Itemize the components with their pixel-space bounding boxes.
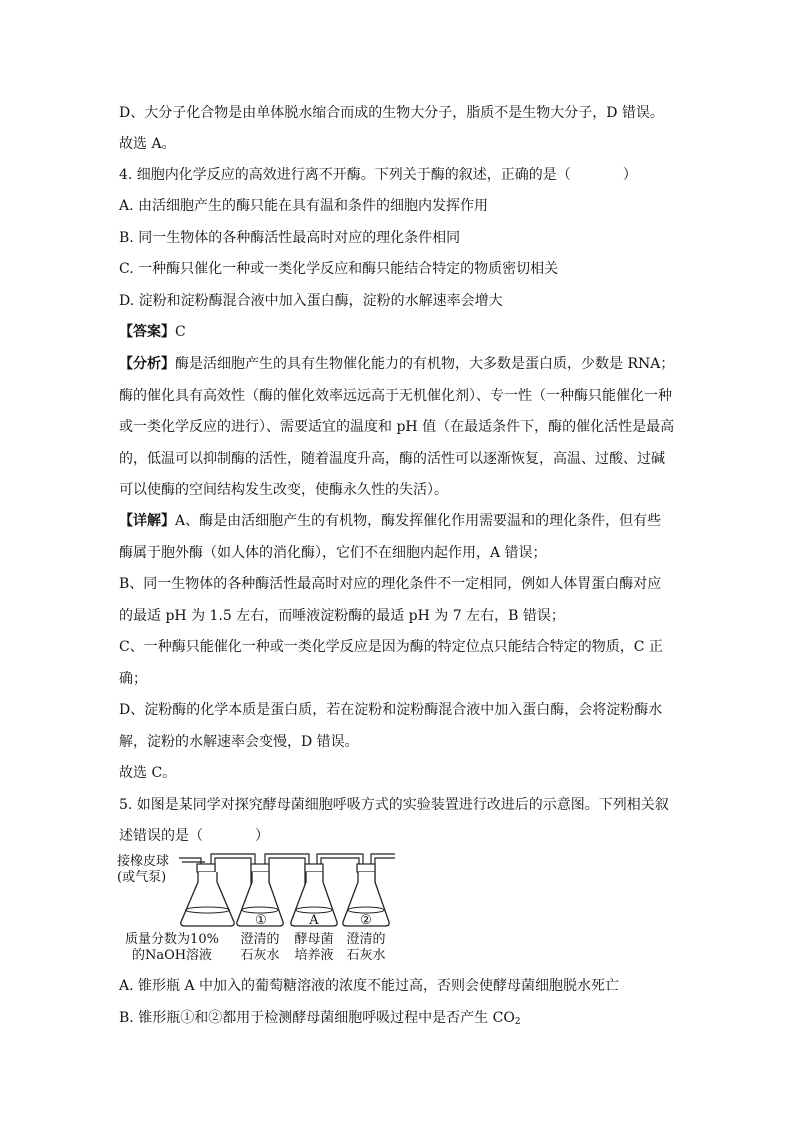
analysis-text-1: 酶是活细胞产生的具有生物催化能力的有机物，大多数是蛋白质，少数是 RNA； (175, 356, 675, 372)
detail-line-8: 解，淀粉的水解速率会变慢，D 错误。 (119, 734, 359, 750)
detail-line-3: B、同一生物体的各种酶活性最高时对应的理化条件不一定相同，例如人体胃蛋白酶对应 (119, 576, 662, 592)
flask-4-caption-line-2: 石灰水 (346, 948, 386, 963)
flask-3-stopper (305, 864, 323, 872)
q4-option-d: D. 淀粉和淀粉酶混合液中加入蛋白酶，淀粉的水解速率会增大 (119, 293, 503, 309)
co2-subscript: 2 (514, 1017, 521, 1027)
flask-1-stopper (197, 864, 215, 872)
analysis-line-5: 可以使酶的空间结构发生改变，使酶永久性的失活）。 (119, 482, 448, 498)
flask-3-caption-line-1: 酵母菌 (294, 932, 334, 947)
detail-label: 【详解】 (119, 513, 175, 529)
flask-1-caption-line-2: 的NaOH溶液 (131, 948, 213, 963)
q5-stem-text: 述错误的是（ (119, 828, 203, 844)
q4-option-a: A. 由活细胞产生的酶只能在具有温和条件的细胞内发挥作用 (119, 198, 489, 214)
flask-4-caption (336, 932, 396, 964)
flask-2-caption-line-2: 石灰水 (240, 948, 280, 963)
flask-3-mark: A (309, 913, 319, 928)
pump-label-line-1: 接橡皮球 (117, 854, 170, 869)
detail-line-4: 的最适 pH 为 1.5 左右，而唾液淀粉酶的最适 pH 为 7 左右，B 错误； (119, 608, 565, 624)
flask-4-caption-line-1: 澄清的 (346, 932, 386, 947)
flask-3-caption (284, 932, 344, 964)
answer-d-line: D、大分子化合物是由单体脱水缩合而成的生物大分子，脂质不是生物大分子，D 错误。 (119, 105, 664, 121)
analysis-label: 【分析】 (119, 356, 175, 372)
q5-option-b (119, 1008, 521, 1028)
choose-line: 故选 A。 (119, 136, 176, 152)
detail-line-6: 确； (119, 671, 147, 687)
pump-label-line-2: (或气泵) (117, 870, 167, 885)
flask-2-stopper (251, 864, 269, 872)
q4-option-c: C. 一种酶只催化一种或一类化学反应和酶只能结合特定的物质密切相关 (119, 261, 559, 277)
flask-2-caption (230, 932, 290, 964)
detail-line-9: 故选 C。 (119, 765, 177, 781)
q4-stem-text: 4. 细胞内化学反应的高效进行离不开酶。下列关于酶的叙述，正确的是（ (119, 167, 571, 183)
detail-line-7: D、淀粉酶的化学本质是蛋白质，若在淀粉和淀粉酶混合液中加入蛋白酶，会将淀粉酶水 (119, 702, 663, 718)
flask-4-mark: ② (360, 913, 372, 928)
flask-1-caption (122, 932, 222, 964)
analysis-line-2: 酶的催化具有高效性（酶的催化效率远远高于无机催化剂）、专一性（一种酶只能催化一种 (119, 388, 672, 404)
flask-1 (181, 872, 234, 926)
flask-2-caption-line-1: 澄清的 (240, 932, 280, 947)
question-5-line-1: 5. 如图是某同学对探究酵母菌细胞呼吸方式的实验装置进行改进后的示意图。下列相关叙 (119, 797, 669, 813)
detail-line-1 (119, 511, 661, 531)
flask-3-caption-line-2: 培养液 (294, 948, 334, 963)
q5-close-paren: ） (255, 828, 269, 844)
flask-1-caption-line-1: 质量分数为10% (125, 932, 219, 947)
detail-line-5: C、一种酶只能催化一种或一类化学反应是因为酶的特定位点只能结合特定的物质，C 正 (119, 639, 663, 655)
answer-label: 【答案】 (119, 324, 175, 340)
analysis-line-1 (119, 354, 674, 374)
analysis-line-3: 或一类化学反应的进行）、需要适宜的温度和 pH 值（在最适条件下，酶的催化活性是最高 (119, 419, 675, 435)
flask-4-stopper (357, 864, 375, 872)
q5-option-b-text: B. 锥形瓶①和②都用于检测酵母菌细胞呼吸过程中是否产生 CO (119, 1010, 515, 1026)
flask-2-mark: ① (255, 913, 267, 928)
answer-value: C (175, 324, 186, 340)
question-4-stem (119, 165, 637, 185)
q5-option-a: A. 锥形瓶 A 中加入的葡萄糖溶液的浓度不能过高，否则会使酵母菌细胞脱水死亡 (119, 978, 620, 994)
analysis-line-4: 的，低温可以抑制酶的活性，随着温度升高，酶的活性可以逐渐恢复，高温、过酸、过碱 (119, 451, 665, 467)
detail-text-1: A、酶是由活细胞产生的有机物，酶发挥催化作用需要温和的理化条件，但有些 (175, 513, 662, 529)
pump-label (117, 854, 169, 886)
answer-line (119, 322, 186, 342)
q4-option-b: B. 同一生物体的各种酶活性最高时对应的理化条件相同 (119, 230, 461, 246)
detail-line-2: 酶属于胞外酶（如人体的消化酶），它们不在细胞内起作用，A 错误； (119, 545, 547, 561)
question-5-line-2 (119, 826, 269, 846)
q4-close-paren: ） (622, 167, 637, 183)
